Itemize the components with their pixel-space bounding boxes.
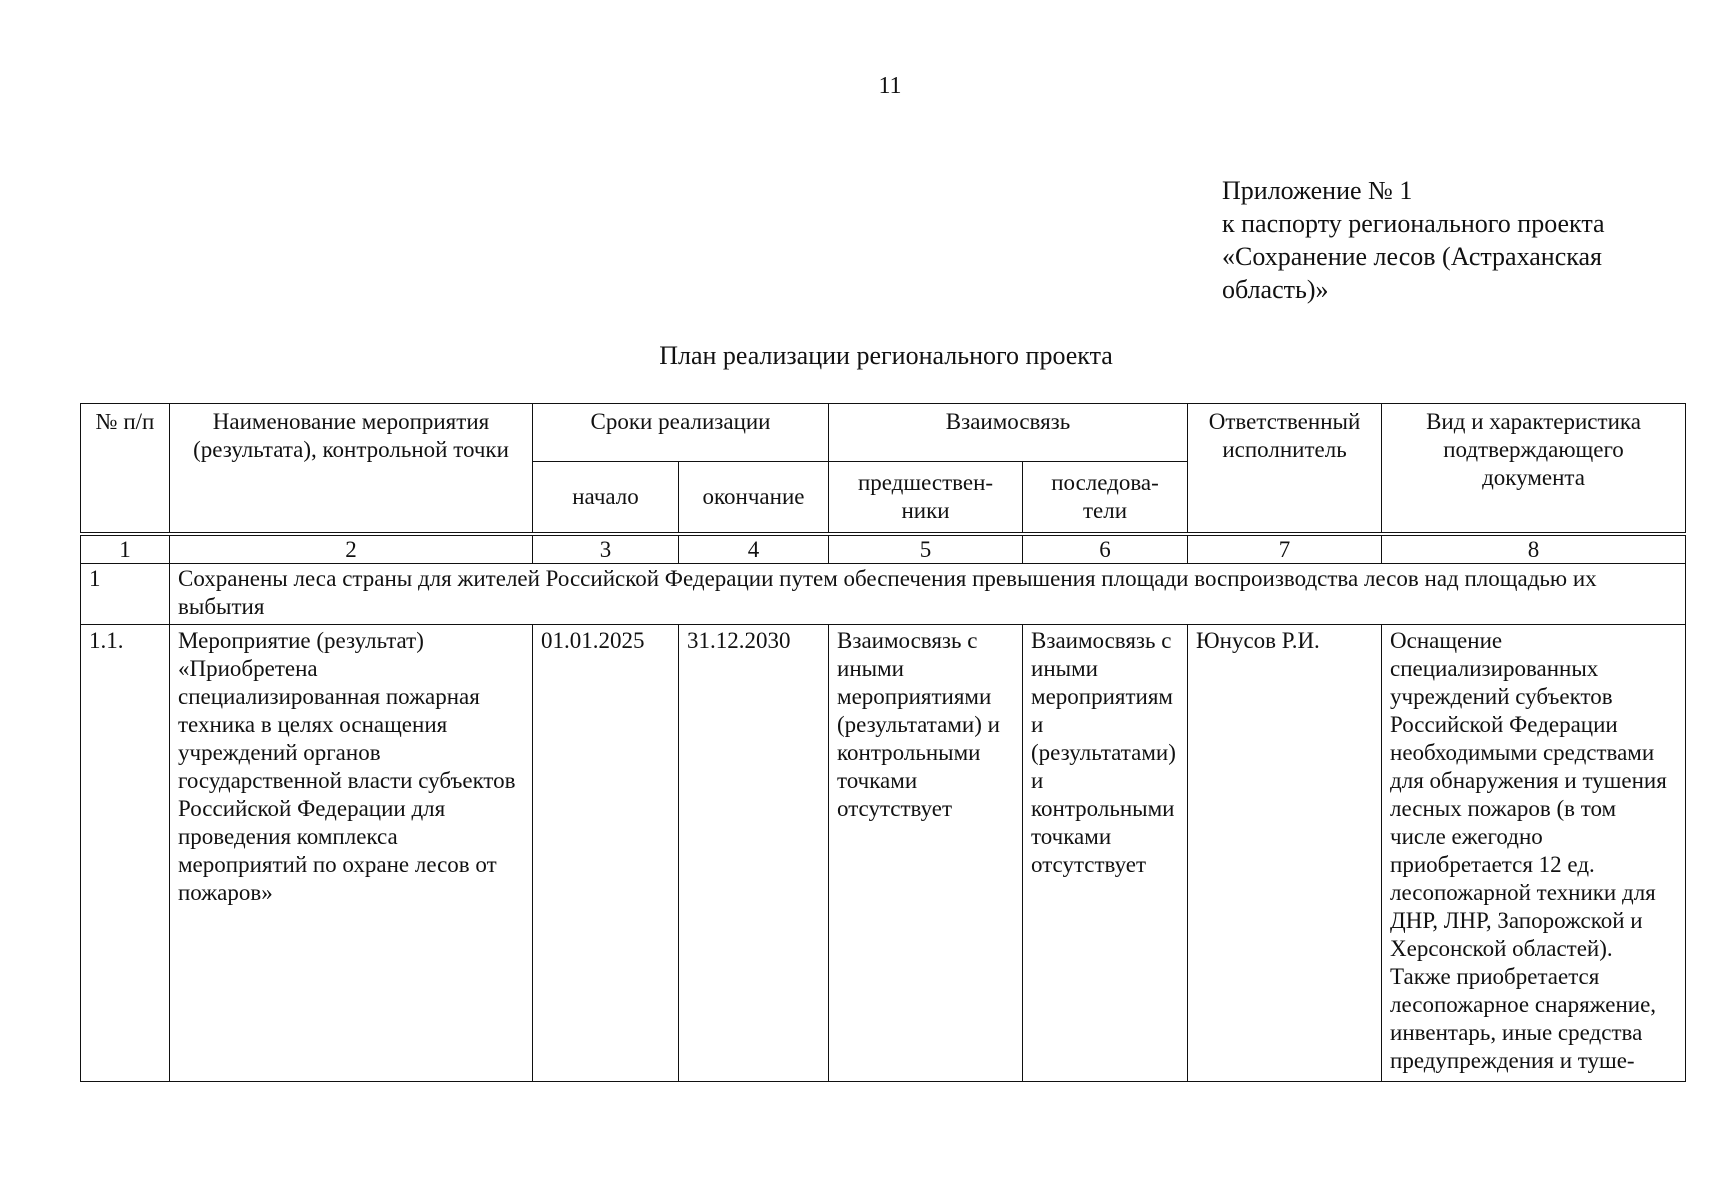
item-responsible: Юнусов Р.И. <box>1188 624 1382 1081</box>
item-start-date: 01.01.2025 <box>533 624 679 1081</box>
item-end-date: 31.12.2030 <box>679 624 829 1081</box>
column-number: 5 <box>829 534 1023 564</box>
plan-title: План реализации регионального проекта <box>659 341 1113 370</box>
appendix-block <box>1222 174 1692 306</box>
header-relation: Взаимосвязь <box>829 404 1188 462</box>
table-row <box>81 624 1686 1081</box>
column-number-row <box>81 534 1686 564</box>
header-num: № п/п <box>81 404 170 534</box>
plan-table <box>80 403 1686 1082</box>
header-relation-predecessors: предшествен-ники <box>829 462 1023 534</box>
header-terms: Сроки реализации <box>533 404 829 462</box>
section-row <box>81 563 1686 624</box>
column-number: 1 <box>81 534 170 564</box>
header-name: Наименование мероприятия (результата), контрольной точки <box>170 404 533 534</box>
column-number: 2 <box>170 534 533 564</box>
appendix-line: область)» <box>1222 275 1329 304</box>
column-number: 3 <box>533 534 679 564</box>
column-number: 8 <box>1382 534 1686 564</box>
item-number: 1.1. <box>81 624 170 1081</box>
item-predecessors: Взаимосвязь с иными мероприятиями (результатами) и контрольными точками отсутствует <box>829 624 1023 1081</box>
section-number: 1 <box>81 563 170 624</box>
page-number: 11 <box>878 73 902 99</box>
column-number: 6 <box>1023 534 1188 564</box>
header-terms-start: начало <box>533 462 679 534</box>
plan-table-container <box>80 403 1685 1082</box>
header-relation-successors: последова-тели <box>1023 462 1188 534</box>
item-name: Мероприятие (результат) «Приобретена специализированная пожарная техника в целях оснащения учреждений органов государственной власти субъектов Российской Федерации для проведения комплекса мероприятий по охране лесов от пожаров» <box>170 624 533 1081</box>
column-number: 7 <box>1188 534 1382 564</box>
header-responsible: Ответственный исполнитель <box>1188 404 1382 534</box>
section-text: Сохранены леса страны для жителей Российской Федерации путем обеспечения превышения площади воспроизводства лесов над площадью их выбытия <box>170 563 1686 624</box>
item-successors: Взаимосвязь с иными мероприятиями (результатами) и контрольными точками отсутствует <box>1023 624 1188 1081</box>
header-terms-end: окончание <box>679 462 829 534</box>
header-document: Вид и характеристика подтверждающего документа <box>1382 404 1686 534</box>
item-document: Оснащение специализированных учреждений субъектов Российской Федерации необходимыми средствами для обнаружения и тушения лесных пожаров (в том числе ежегодно приобретается 12 ед. лесопожарной техники для ДНР, ЛНР, Запорожской и Херсонской областей). Также приобретается лесопожарное снаряжение, инвентарь, иные средства предупреждения и туше- <box>1382 624 1686 1081</box>
appendix-line: «Сохранение лесов (Астраханская <box>1222 242 1602 271</box>
appendix-line: Приложение № 1 <box>1222 176 1413 205</box>
appendix-line: к паспорту регионального проекта <box>1222 209 1605 238</box>
column-number: 4 <box>679 534 829 564</box>
